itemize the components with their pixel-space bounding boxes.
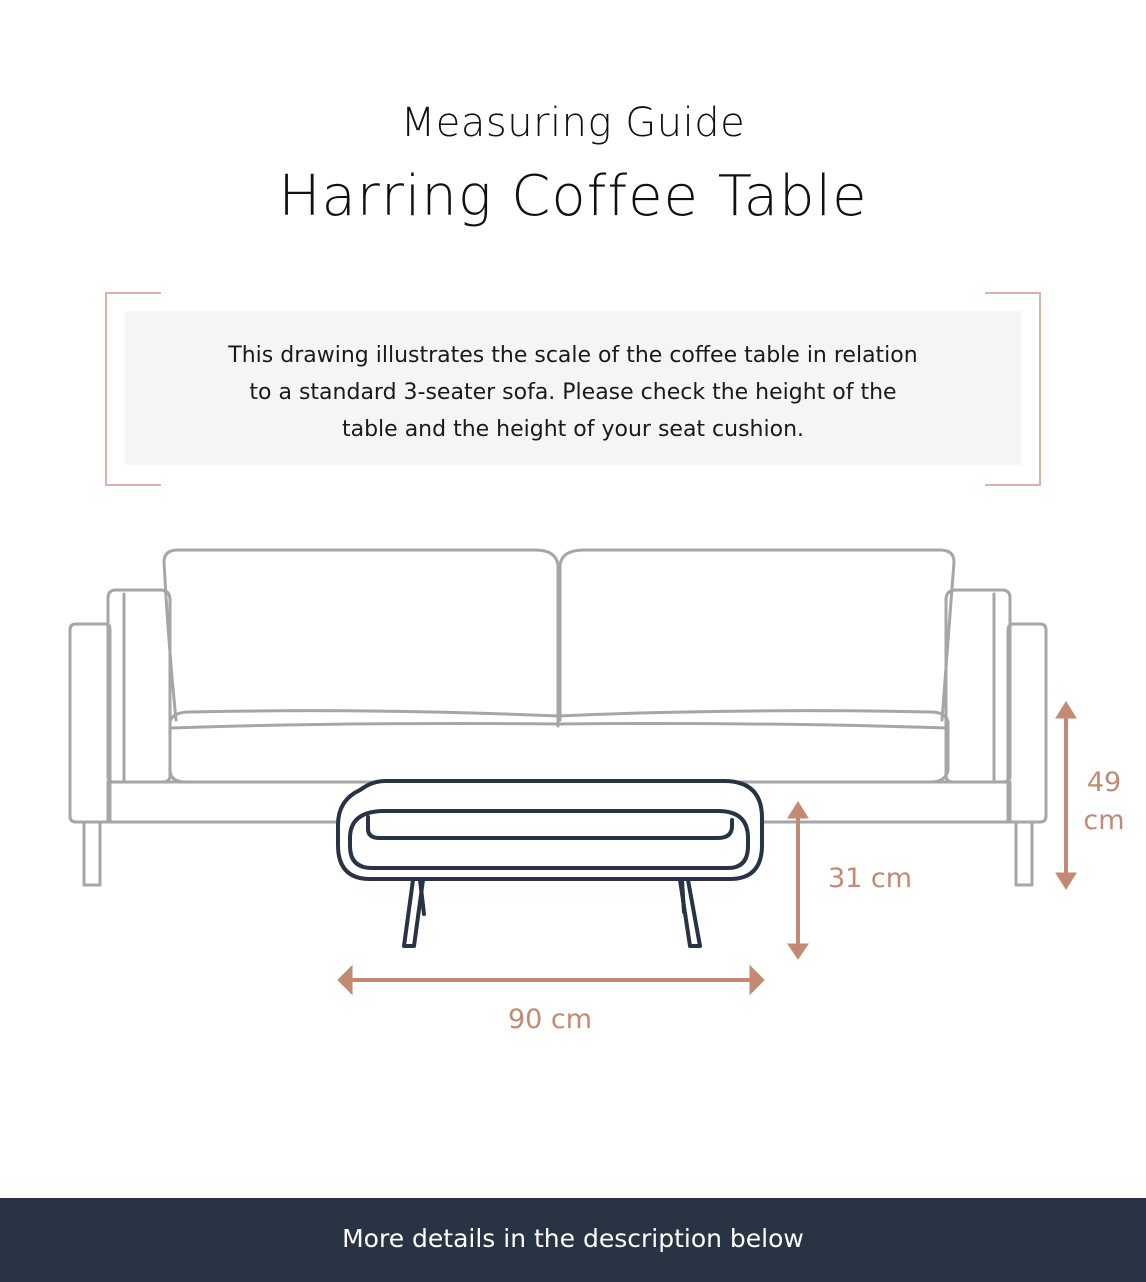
sofa-right-arm-cushion: [946, 590, 1010, 782]
seat-height-unit: cm: [1083, 805, 1125, 836]
table-leg-right-back: [682, 880, 684, 912]
sofa-left-arm-outer: [70, 624, 110, 822]
table-width-label: 90 cm: [507, 1004, 593, 1035]
table-height-label: 31 cm: [827, 863, 913, 894]
sofa-left-leg: [84, 822, 100, 885]
seat-height-value: 49: [1086, 767, 1122, 798]
width-arrow: [338, 966, 764, 994]
footer-bar: [0, 1198, 1146, 1282]
seat-height-arrow: [1056, 702, 1076, 889]
table-height-arrow: [788, 802, 808, 959]
note-line-2: to a standard 3-seater sofa. Please check the height of the: [249, 380, 897, 405]
footer-text: More details in the description below: [342, 1224, 804, 1253]
sofa-back-cushion-right: [560, 550, 954, 720]
sofa-back-cushion-left: [164, 550, 558, 720]
seat-height-label: [1074, 764, 1134, 840]
note-line-1: This drawing illustrates the scale of the coffee table in relation: [228, 343, 918, 368]
sofa-right-arm-outer: [1008, 624, 1046, 822]
coffee-table-illustration: [338, 781, 762, 946]
sofa-left-arm-cushion: [108, 590, 170, 782]
note-line-3: table and the height of your seat cushion.: [341, 417, 805, 442]
guide-subtitle: Measuring Guide: [400, 100, 746, 146]
product-title: Harring Coffee Table: [278, 164, 868, 229]
sofa-right-leg: [1016, 822, 1032, 885]
